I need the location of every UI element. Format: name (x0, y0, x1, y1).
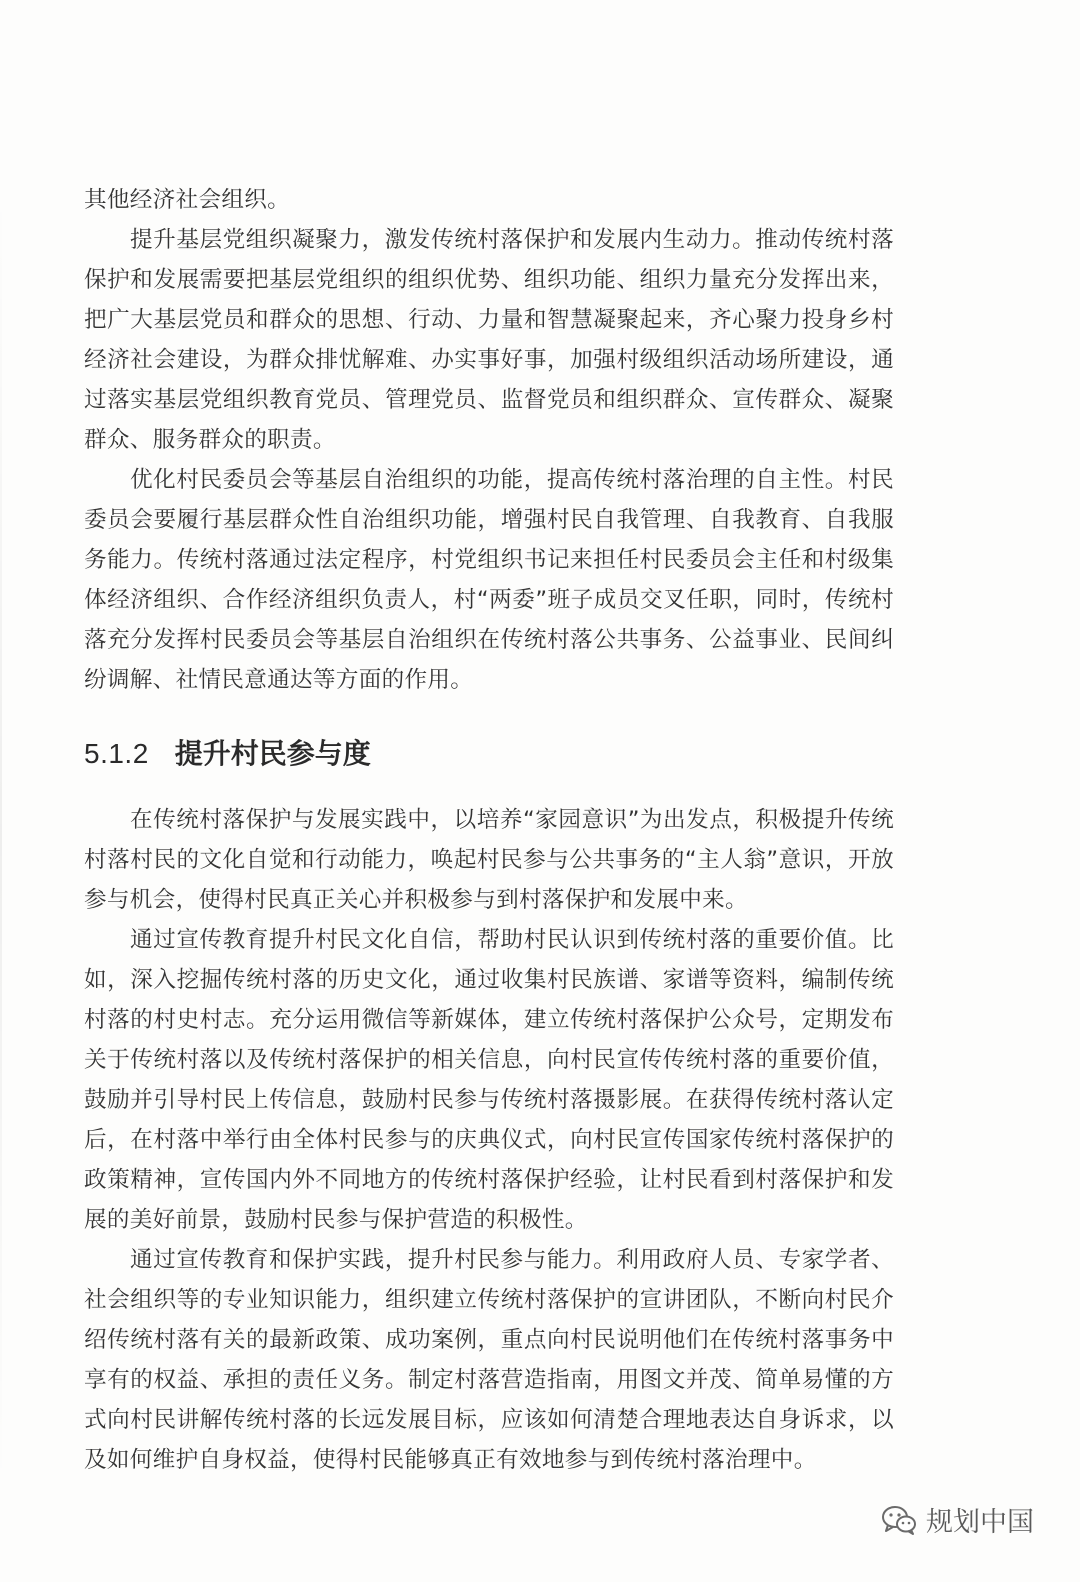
page-edge-shadow (0, 190, 2, 1490)
paragraph: 优化村民委员会等基层自治组织的功能，提高传统村落治理的自主性。村民委员会要履行基层群众性自治组织功能，增强村民自我管理、自我教育、自我服务能力。传统村落通过法定程序，村党组织书记来担任村民委员会主任和村级集体经济组织、合作经济组织负责人，村“两委”班子成员交叉任职，同时，传统村落充分发挥村民委员会等基层自治组织在传统村落公共事务、公益事业、民间纠纷调解、社情民意通达等方面的作用。 (84, 467, 894, 693)
paragraph: 在传统村落保护与发展实践中，以培养“家园意识”为出发点，积极提升传统村落村民的文化自觉和行动能力，唤起村民参与公共事务的“主人翁”意识，开放参与机会，使得村民真正关心并积极参与到村落保护和发展中来。 (84, 807, 894, 913)
paragraph: 通过宣传教育和保护实践，提升村民参与能力。利用政府人员、专家学者、社会组织等的专业知识能力，组织建立传统村落保护的宣讲团队，不断向村民介绍传统村落有关的最新政策、成功案例，重点向村民说明他们在传统村落事务中享有的权益、承担的责任义务。制定村落营造指南，用图文并茂、简单易懂的方式向村民讲解传统村落的长远发展目标，应该如何清楚合理地表达自身诉求，以及如何维护自身权益，使得村民能够真正有效地参与到传统村落治理中。 (84, 1247, 894, 1473)
body-text-lower (84, 800, 894, 1480)
section-title: 提升村民参与度 (174, 737, 371, 770)
watermark-text: 规划中国 (926, 1507, 1034, 1538)
paragraph: 提升基层党组织凝聚力，激发传统村落保护和发展内生动力。推动传统村落保护和发展需要把基层党组织的组织优势、组织功能、组织力量充分发挥出来，把广大基层党员和群众的思想、行动、力量和智慧凝聚起来，齐心聚力投身乡村经济社会建设，为群众排忧解难、办实事好事，加强村级组织活动场所建设，通过落实基层党组织教育党员、管理党员、监督党员和组织群众、宣传群众、凝聚群众、服务群众的职责。 (84, 227, 894, 453)
section-number: 5.1.2 (84, 738, 149, 769)
watermark (880, 1500, 1034, 1539)
paragraph-continuation: 其他经济社会组织。 (84, 187, 291, 213)
body-text-upper (84, 180, 894, 700)
section-heading (84, 726, 371, 782)
wechat-icon (880, 1504, 918, 1536)
paragraph: 通过宣传教育提升村民文化自信，帮助村民认识到传统村落的重要价值。比如，深入挖掘传统村落的历史文化，通过收集村民族谱、家谱等资料，编制传统村落的村史村志。充分运用微信等新媒体，建立传统村落保护公众号，定期发布关于传统村落以及传统村落保护的相关信息，向村民宣传传统村落的重要价值，鼓励并引导村民上传信息，鼓励村民参与传统村落摄影展。在获得传统村落认定后，在村落中举行由全体村民参与的庆典仪式，向村民宣传国家传统村落保护的政策精神，宣传国内外不同地方的传统村落保护经验，让村民看到村落保护和发展的美好前景，鼓励村民参与保护营造的积极性。 (84, 927, 894, 1233)
